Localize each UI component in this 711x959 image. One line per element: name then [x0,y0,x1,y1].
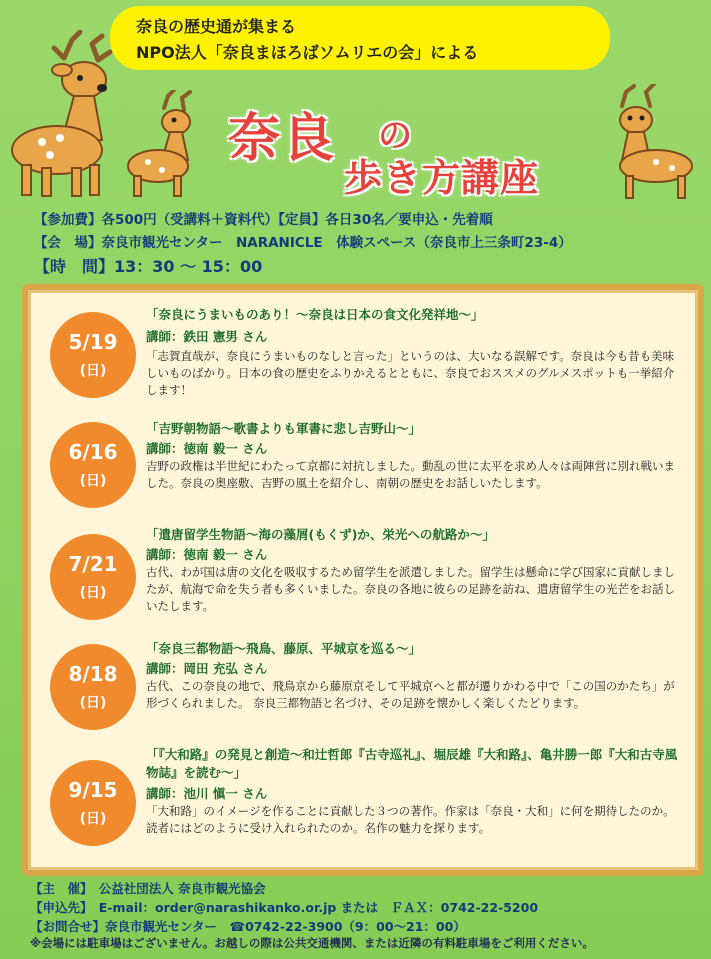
event-description: 「大和路」のイメージを作ることに貢献した３つの著作。作家は「奈良・大和」に何を期待したのか。読者にはどのように受け入れられたのか。名作の魅力を探ります。 [146,804,675,835]
event-lecturer: 講師：池川 愼一 さん [146,786,268,801]
deer-right-icon [596,84,700,202]
event-lecturer: 講師：鉄田 憲男 さん [146,329,268,344]
event-lecturer: 講師：徳南 毅一 さん [146,547,268,562]
date-badge [50,312,136,398]
schedule-board [22,284,704,876]
event-description: 古代、この奈良の地で、飛鳥京から藤原京そして平城京へと都が遷りかわる中で「この国のかたち」が形づくられました。 奈良三都物語と名づけ、その足跡を懐かしく楽しくたどります。 [146,679,675,710]
event-title: 「奈良にうまいものあり！～奈良は日本の食文化発祥地～」 [146,307,484,322]
event-date: 9/15 [68,778,118,802]
date-badge [50,534,136,620]
page-title-sub: 歩き方講座 [344,156,540,200]
info-fee: 【参加費】各500円（受講料＋資料代）【定員】各日30名／要申込・先着順 [34,212,493,228]
event-description: 吉野の政権は半世紀にわたって京都に対抗しました。動乱の世に太平を求め人々は両陣営に別れ戦いました。奈良の奥座敷、吉野の風土を紹介し、南朝の歴史をお話しいたします。 [146,459,675,490]
deer-small-icon [118,90,208,200]
deer-left-icon [2,30,132,200]
event-date: 6/16 [68,440,118,464]
event-title: 「遣唐留学生物語～海の藻屑(もくず)か、栄光への航路か～」 [146,527,495,542]
event-day: (日) [79,363,107,379]
footer-organizer: 【主 催】 公益社団法人 奈良市観光協会 [30,881,266,896]
event-day: (日) [79,695,107,711]
footer-note: ※会場には駐車場はございません。お越しの際は公共交通機関、または近隣の有料駐車場をご利用ください。 [30,936,594,950]
event-day: (日) [79,473,107,489]
header-line2: NPO法人「奈良まほろばソムリエの会」による [136,43,479,62]
event-title: 「吉野朝物語～歌書よりも軍書に悲し吉野山～」 [146,421,422,436]
event-day: (日) [79,811,107,827]
event-description: 「志賀直哉が、奈良にうまいものなしと言った」というのは、大いなる誤解です。奈良は今も昔も美味しいものばかり。日本の食の歴史をふりかえるとともに、奈良でおススメのグルメスポットも一挙紹介します！ [146,349,675,397]
footer-contact: 【お問合せ】奈良市観光センター ☎0742-22-3900（9：00～21：00） [30,919,466,934]
event-lecturer: 講師：徳南 毅一 さん [146,441,268,456]
info-time: 【時 間】13：30 ～ 15：00 [34,257,263,276]
header-line1: 奈良の歴史通が集まる [136,17,297,36]
event-date: 5/19 [68,330,118,354]
page-title-particle: の [378,116,412,156]
page-title-main: 奈良 [228,109,337,169]
event-day: (日) [79,585,107,601]
info-venue: 【会 場】奈良市観光センター NARANICLE 体験スペース（奈良市上三条町23-4） [34,235,572,251]
event-date: 8/18 [68,662,118,686]
date-badge [50,760,136,846]
header-banner [110,6,610,70]
event-title: 「『大和路』の発見と創造～和辻哲郎『古寺巡礼』、堀辰雄『大和路』、亀井勝一郎『大和古寺風物誌』を読む～」 [146,747,678,780]
date-badge [50,644,136,730]
footer-apply: 【申込先】 E-mail：order@narashikanko.or.jp または ＦＡＸ：0742-22-5200 [30,900,539,915]
date-badge [50,422,136,508]
event-description: 古代、わが国は唐の文化を吸収するため留学生を派遣しました。留学生は懸命に学び国家に貢献しましたが、航海で命を失う者も多くいました。奈良の各地に彼らの足跡を訪ね、遣唐留学生の光芒をお話しいたします。 [146,565,675,613]
event-date: 7/21 [68,552,118,576]
event-title: 「奈良三都物語～飛鳥、藤原、平城京を巡る～」 [146,641,422,656]
event-lecturer: 講師：岡田 充弘 さん [146,661,268,676]
